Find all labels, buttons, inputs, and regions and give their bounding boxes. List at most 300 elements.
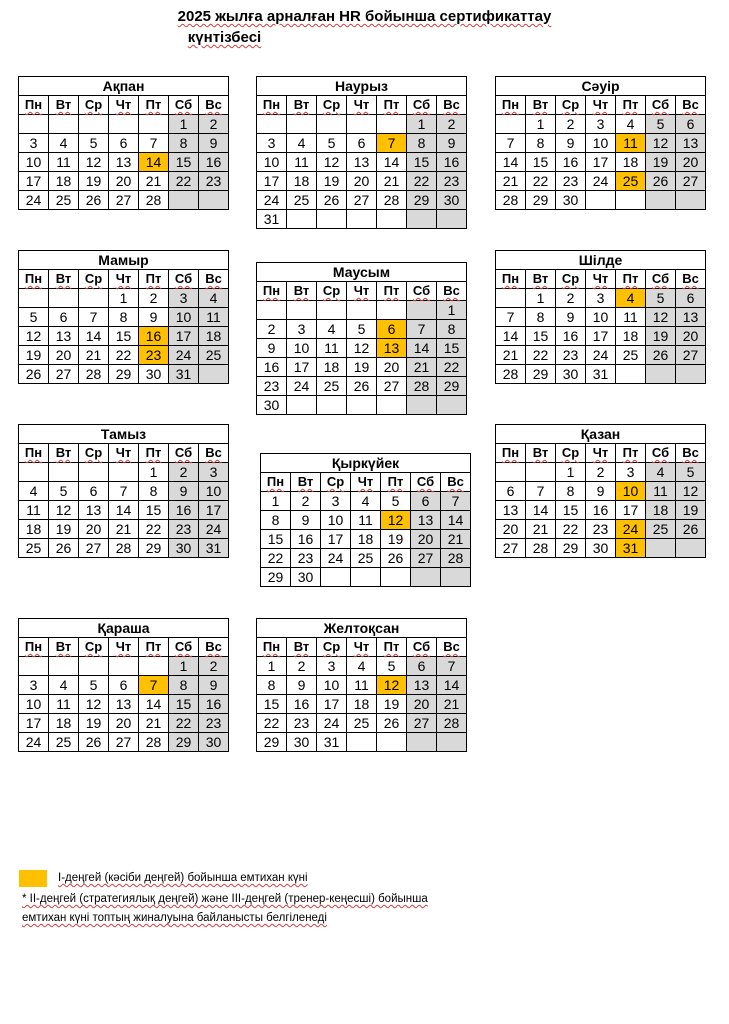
day-cell: 6 (109, 676, 139, 695)
day-cell: 24 (616, 520, 646, 539)
day-cell (139, 115, 169, 134)
day-cell (19, 115, 49, 134)
day-cell: 28 (441, 549, 471, 568)
day-cell: 15 (261, 530, 291, 549)
day-cell: 7 (496, 308, 526, 327)
day-cell: 15 (257, 695, 287, 714)
day-cell: 31 (257, 210, 287, 229)
day-cell: 25 (646, 520, 676, 539)
day-cell: 11 (351, 511, 381, 530)
day-cell: 27 (407, 714, 437, 733)
day-cell: 14 (139, 153, 169, 172)
day-cell: 28 (437, 714, 467, 733)
weekday-header: Пн (19, 96, 49, 115)
day-cell (377, 115, 407, 134)
day-cell: 15 (169, 153, 199, 172)
day-cell: 7 (496, 134, 526, 153)
day-cell: 5 (19, 308, 49, 327)
day-cell: 8 (556, 482, 586, 501)
day-cell: 28 (139, 191, 169, 210)
day-cell (351, 568, 381, 587)
month-name: Сәуір (496, 77, 706, 96)
day-cell: 4 (49, 134, 79, 153)
day-cell: 18 (199, 327, 229, 346)
day-cell: 3 (19, 134, 49, 153)
day-cell: 24 (287, 377, 317, 396)
day-cell: 23 (556, 172, 586, 191)
day-cell: 21 (377, 172, 407, 191)
day-cell: 21 (496, 172, 526, 191)
day-cell: 14 (79, 327, 109, 346)
day-cell (377, 733, 407, 752)
day-cell: 6 (377, 320, 407, 339)
day-cell: 12 (79, 153, 109, 172)
day-cell: 10 (586, 308, 616, 327)
weekday-header: Ср (79, 270, 109, 289)
weekday-header: Ср (317, 638, 347, 657)
day-cell: 26 (646, 346, 676, 365)
weekday-header: Пт (381, 473, 411, 492)
day-cell: 22 (257, 714, 287, 733)
day-cell: 30 (586, 539, 616, 558)
day-cell: 5 (377, 657, 407, 676)
weekday-header: Сб (169, 96, 199, 115)
day-cell: 2 (199, 657, 229, 676)
weekday-header: Вт (49, 270, 79, 289)
weekday-header: Пн (19, 444, 49, 463)
day-cell: 5 (347, 320, 377, 339)
day-cell: 10 (287, 339, 317, 358)
month-calendar (256, 76, 467, 229)
day-cell: 7 (79, 308, 109, 327)
legend-note-line2: емтихан күні топтың жиналуына байланысты белгіленеді (22, 912, 327, 924)
day-cell: 19 (381, 530, 411, 549)
day-cell: 5 (79, 676, 109, 695)
weekday-header: Вс (437, 282, 467, 301)
day-cell (437, 396, 467, 415)
day-cell (407, 396, 437, 415)
day-cell: 3 (287, 320, 317, 339)
day-cell: 21 (437, 695, 467, 714)
day-cell (586, 191, 616, 210)
day-cell (19, 289, 49, 308)
weekday-header: Ср (79, 444, 109, 463)
day-cell: 22 (556, 520, 586, 539)
day-cell: 17 (169, 327, 199, 346)
day-cell: 8 (526, 134, 556, 153)
day-cell: 26 (381, 549, 411, 568)
weekday-header: Вс (199, 270, 229, 289)
weekday-header: Ср (317, 282, 347, 301)
day-cell: 22 (437, 358, 467, 377)
day-cell: 24 (199, 520, 229, 539)
day-cell: 7 (139, 134, 169, 153)
month-name: Ақпан (19, 77, 229, 96)
day-cell: 8 (407, 134, 437, 153)
weekday-header: Вс (199, 638, 229, 657)
day-cell: 28 (79, 365, 109, 384)
day-cell: 1 (437, 301, 467, 320)
day-cell (317, 301, 347, 320)
day-cell: 21 (496, 346, 526, 365)
day-cell (347, 115, 377, 134)
day-cell: 8 (257, 676, 287, 695)
day-cell: 2 (556, 115, 586, 134)
day-cell: 30 (556, 365, 586, 384)
day-cell: 9 (556, 134, 586, 153)
day-cell: 11 (49, 695, 79, 714)
month-name: Маусым (257, 263, 467, 282)
day-cell: 12 (676, 482, 706, 501)
day-cell: 21 (139, 714, 169, 733)
day-cell: 1 (526, 115, 556, 134)
weekday-header: Пн (257, 96, 287, 115)
day-cell: 25 (49, 191, 79, 210)
day-cell: 26 (79, 191, 109, 210)
day-cell: 20 (377, 358, 407, 377)
day-cell (676, 365, 706, 384)
weekday-header: Вс (437, 638, 467, 657)
weekday-header: Сб (169, 270, 199, 289)
day-cell: 3 (19, 676, 49, 695)
day-cell (347, 396, 377, 415)
day-cell: 3 (169, 289, 199, 308)
weekday-header: Пн (496, 96, 526, 115)
month-name: Қараша (19, 619, 229, 638)
month-calendar (256, 618, 467, 752)
day-cell: 27 (49, 365, 79, 384)
day-cell: 5 (646, 289, 676, 308)
day-cell: 26 (646, 172, 676, 191)
day-cell (317, 396, 347, 415)
day-cell: 4 (287, 134, 317, 153)
day-cell: 2 (556, 289, 586, 308)
day-cell (347, 210, 377, 229)
day-cell: 26 (377, 714, 407, 733)
weekday-header: Пт (616, 96, 646, 115)
day-cell (441, 568, 471, 587)
weekday-header: Вт (291, 473, 321, 492)
day-cell: 15 (109, 327, 139, 346)
day-cell: 1 (261, 492, 291, 511)
weekday-header: Чт (586, 96, 616, 115)
day-cell: 30 (169, 539, 199, 558)
weekday-header: Чт (347, 282, 377, 301)
day-cell: 12 (79, 695, 109, 714)
day-cell (347, 301, 377, 320)
day-cell (496, 463, 526, 482)
day-cell: 1 (257, 657, 287, 676)
day-cell: 28 (407, 377, 437, 396)
day-cell: 27 (347, 191, 377, 210)
day-cell: 3 (616, 463, 646, 482)
weekday-header: Ср (317, 96, 347, 115)
day-cell: 17 (199, 501, 229, 520)
month-name: Шілде (496, 251, 706, 270)
day-cell (109, 657, 139, 676)
day-cell: 12 (317, 153, 347, 172)
day-cell: 12 (347, 339, 377, 358)
day-cell: 15 (556, 501, 586, 520)
day-cell: 4 (49, 676, 79, 695)
weekday-header: Чт (347, 96, 377, 115)
day-cell: 29 (261, 568, 291, 587)
day-cell: 20 (407, 695, 437, 714)
day-cell (321, 568, 351, 587)
day-cell: 3 (586, 289, 616, 308)
weekday-header: Сб (646, 96, 676, 115)
day-cell (257, 115, 287, 134)
day-cell: 16 (257, 358, 287, 377)
day-cell: 28 (526, 539, 556, 558)
weekday-header: Сб (646, 270, 676, 289)
day-cell: 27 (676, 346, 706, 365)
day-cell: 11 (19, 501, 49, 520)
day-cell: 31 (169, 365, 199, 384)
day-cell (287, 301, 317, 320)
day-cell: 24 (19, 733, 49, 752)
day-cell: 30 (287, 733, 317, 752)
weekday-header: Чт (586, 270, 616, 289)
day-cell: 22 (109, 346, 139, 365)
day-cell: 2 (257, 320, 287, 339)
day-cell: 20 (79, 520, 109, 539)
day-cell: 13 (347, 153, 377, 172)
day-cell: 19 (49, 520, 79, 539)
day-cell: 21 (441, 530, 471, 549)
day-cell: 20 (411, 530, 441, 549)
day-cell (109, 115, 139, 134)
day-cell (646, 365, 676, 384)
day-cell: 16 (139, 327, 169, 346)
day-cell: 25 (49, 733, 79, 752)
day-cell: 27 (411, 549, 441, 568)
day-cell: 1 (556, 463, 586, 482)
weekday-header: Пт (139, 444, 169, 463)
day-cell: 7 (377, 134, 407, 153)
day-cell: 30 (291, 568, 321, 587)
weekday-header: Пт (616, 270, 646, 289)
day-cell: 23 (199, 714, 229, 733)
day-cell: 23 (437, 172, 467, 191)
weekday-header: Пн (261, 473, 291, 492)
month-calendar (18, 424, 229, 558)
weekday-header: Вт (49, 444, 79, 463)
day-cell: 11 (317, 339, 347, 358)
day-cell (287, 115, 317, 134)
day-cell: 28 (109, 539, 139, 558)
weekday-header: Вт (526, 270, 556, 289)
day-cell: 14 (526, 501, 556, 520)
day-cell: 22 (261, 549, 291, 568)
weekday-header: Вт (287, 96, 317, 115)
day-cell: 31 (616, 539, 646, 558)
day-cell: 22 (526, 346, 556, 365)
day-cell: 23 (169, 520, 199, 539)
legend-note: * ІІ-деңгей (стратегиялық деңгей) және ІІІ-деңгей (тренер-кеңесші) бойынша (22, 893, 428, 905)
day-cell: 13 (407, 676, 437, 695)
day-cell: 10 (169, 308, 199, 327)
day-cell: 26 (79, 733, 109, 752)
weekday-header: Ср (79, 638, 109, 657)
day-cell: 7 (109, 482, 139, 501)
day-cell: 14 (109, 501, 139, 520)
day-cell (616, 191, 646, 210)
weekday-header: Пн (496, 444, 526, 463)
day-cell: 22 (169, 714, 199, 733)
day-cell: 25 (199, 346, 229, 365)
day-cell: 1 (109, 289, 139, 308)
day-cell (19, 657, 49, 676)
day-cell (199, 191, 229, 210)
day-cell: 6 (79, 482, 109, 501)
day-cell: 31 (317, 733, 347, 752)
weekday-header: Вт (49, 96, 79, 115)
day-cell: 26 (49, 539, 79, 558)
day-cell: 21 (407, 358, 437, 377)
day-cell: 9 (169, 482, 199, 501)
weekday-header: Вт (287, 282, 317, 301)
day-cell: 18 (49, 172, 79, 191)
month-name: Тамыз (19, 425, 229, 444)
day-cell: 7 (139, 676, 169, 695)
day-cell: 24 (321, 549, 351, 568)
weekday-header: Сб (411, 473, 441, 492)
month-name: Мамыр (19, 251, 229, 270)
day-cell: 20 (676, 153, 706, 172)
day-cell: 11 (616, 308, 646, 327)
month-calendar (495, 76, 706, 210)
day-cell: 25 (351, 549, 381, 568)
weekday-header: Сб (407, 638, 437, 657)
day-cell: 4 (616, 115, 646, 134)
day-cell: 8 (169, 676, 199, 695)
day-cell: 10 (616, 482, 646, 501)
day-cell: 7 (407, 320, 437, 339)
day-cell: 21 (79, 346, 109, 365)
weekday-header: Вс (676, 270, 706, 289)
day-cell: 5 (676, 463, 706, 482)
day-cell: 16 (199, 695, 229, 714)
day-cell: 29 (257, 733, 287, 752)
day-cell: 19 (646, 327, 676, 346)
weekday-header: Вс (199, 96, 229, 115)
day-cell: 18 (646, 501, 676, 520)
day-cell: 2 (139, 289, 169, 308)
month-name: Желтоқсан (257, 619, 467, 638)
day-cell: 5 (49, 482, 79, 501)
weekday-header: Пт (377, 638, 407, 657)
day-cell: 24 (586, 172, 616, 191)
day-cell: 12 (19, 327, 49, 346)
day-cell: 26 (347, 377, 377, 396)
day-cell: 7 (526, 482, 556, 501)
day-cell (79, 657, 109, 676)
day-cell: 4 (199, 289, 229, 308)
day-cell: 2 (586, 463, 616, 482)
day-cell: 3 (586, 115, 616, 134)
day-cell: 14 (437, 676, 467, 695)
day-cell: 23 (287, 714, 317, 733)
day-cell: 8 (526, 308, 556, 327)
weekday-header: Чт (109, 444, 139, 463)
day-cell: 6 (676, 289, 706, 308)
day-cell (526, 463, 556, 482)
day-cell: 2 (199, 115, 229, 134)
day-cell: 30 (139, 365, 169, 384)
day-cell: 5 (646, 115, 676, 134)
day-cell: 18 (347, 695, 377, 714)
day-cell: 18 (616, 153, 646, 172)
day-cell: 23 (556, 346, 586, 365)
weekday-header: Ср (556, 444, 586, 463)
day-cell: 22 (139, 520, 169, 539)
day-cell: 7 (437, 657, 467, 676)
day-cell: 4 (646, 463, 676, 482)
day-cell (347, 733, 377, 752)
day-cell: 1 (139, 463, 169, 482)
day-cell: 31 (199, 539, 229, 558)
day-cell (496, 289, 526, 308)
weekday-header: Пн (19, 270, 49, 289)
day-cell: 25 (347, 714, 377, 733)
day-cell: 8 (261, 511, 291, 530)
weekday-header: Вс (437, 96, 467, 115)
weekday-header: Вт (287, 638, 317, 657)
day-cell: 27 (109, 733, 139, 752)
weekday-header: Ср (321, 473, 351, 492)
day-cell: 17 (257, 172, 287, 191)
day-cell: 3 (321, 492, 351, 511)
day-cell: 25 (287, 191, 317, 210)
day-cell (287, 210, 317, 229)
weekday-header: Ср (556, 270, 586, 289)
weekday-header: Пт (377, 282, 407, 301)
weekday-header: Чт (347, 638, 377, 657)
day-cell: 6 (411, 492, 441, 511)
weekday-header: Ср (556, 96, 586, 115)
day-cell: 11 (347, 676, 377, 695)
day-cell: 27 (496, 539, 526, 558)
day-cell: 9 (586, 482, 616, 501)
day-cell: 15 (139, 501, 169, 520)
weekday-header: Вт (526, 444, 556, 463)
day-cell (79, 463, 109, 482)
day-cell: 15 (169, 695, 199, 714)
day-cell: 13 (496, 501, 526, 520)
day-cell: 15 (526, 327, 556, 346)
weekday-header: Вс (199, 444, 229, 463)
day-cell: 9 (199, 676, 229, 695)
weekday-header: Чт (109, 270, 139, 289)
month-name: Қыркүйек (261, 454, 471, 473)
day-cell: 25 (616, 172, 646, 191)
day-cell: 10 (586, 134, 616, 153)
day-cell: 16 (437, 153, 467, 172)
day-cell: 12 (377, 676, 407, 695)
day-cell: 13 (676, 134, 706, 153)
day-cell: 24 (586, 346, 616, 365)
day-cell (19, 463, 49, 482)
day-cell (287, 396, 317, 415)
day-cell: 19 (79, 172, 109, 191)
day-cell: 19 (646, 153, 676, 172)
month-name: Наурыз (257, 77, 467, 96)
day-cell (646, 191, 676, 210)
day-cell: 18 (19, 520, 49, 539)
day-cell: 9 (287, 676, 317, 695)
day-cell: 19 (676, 501, 706, 520)
